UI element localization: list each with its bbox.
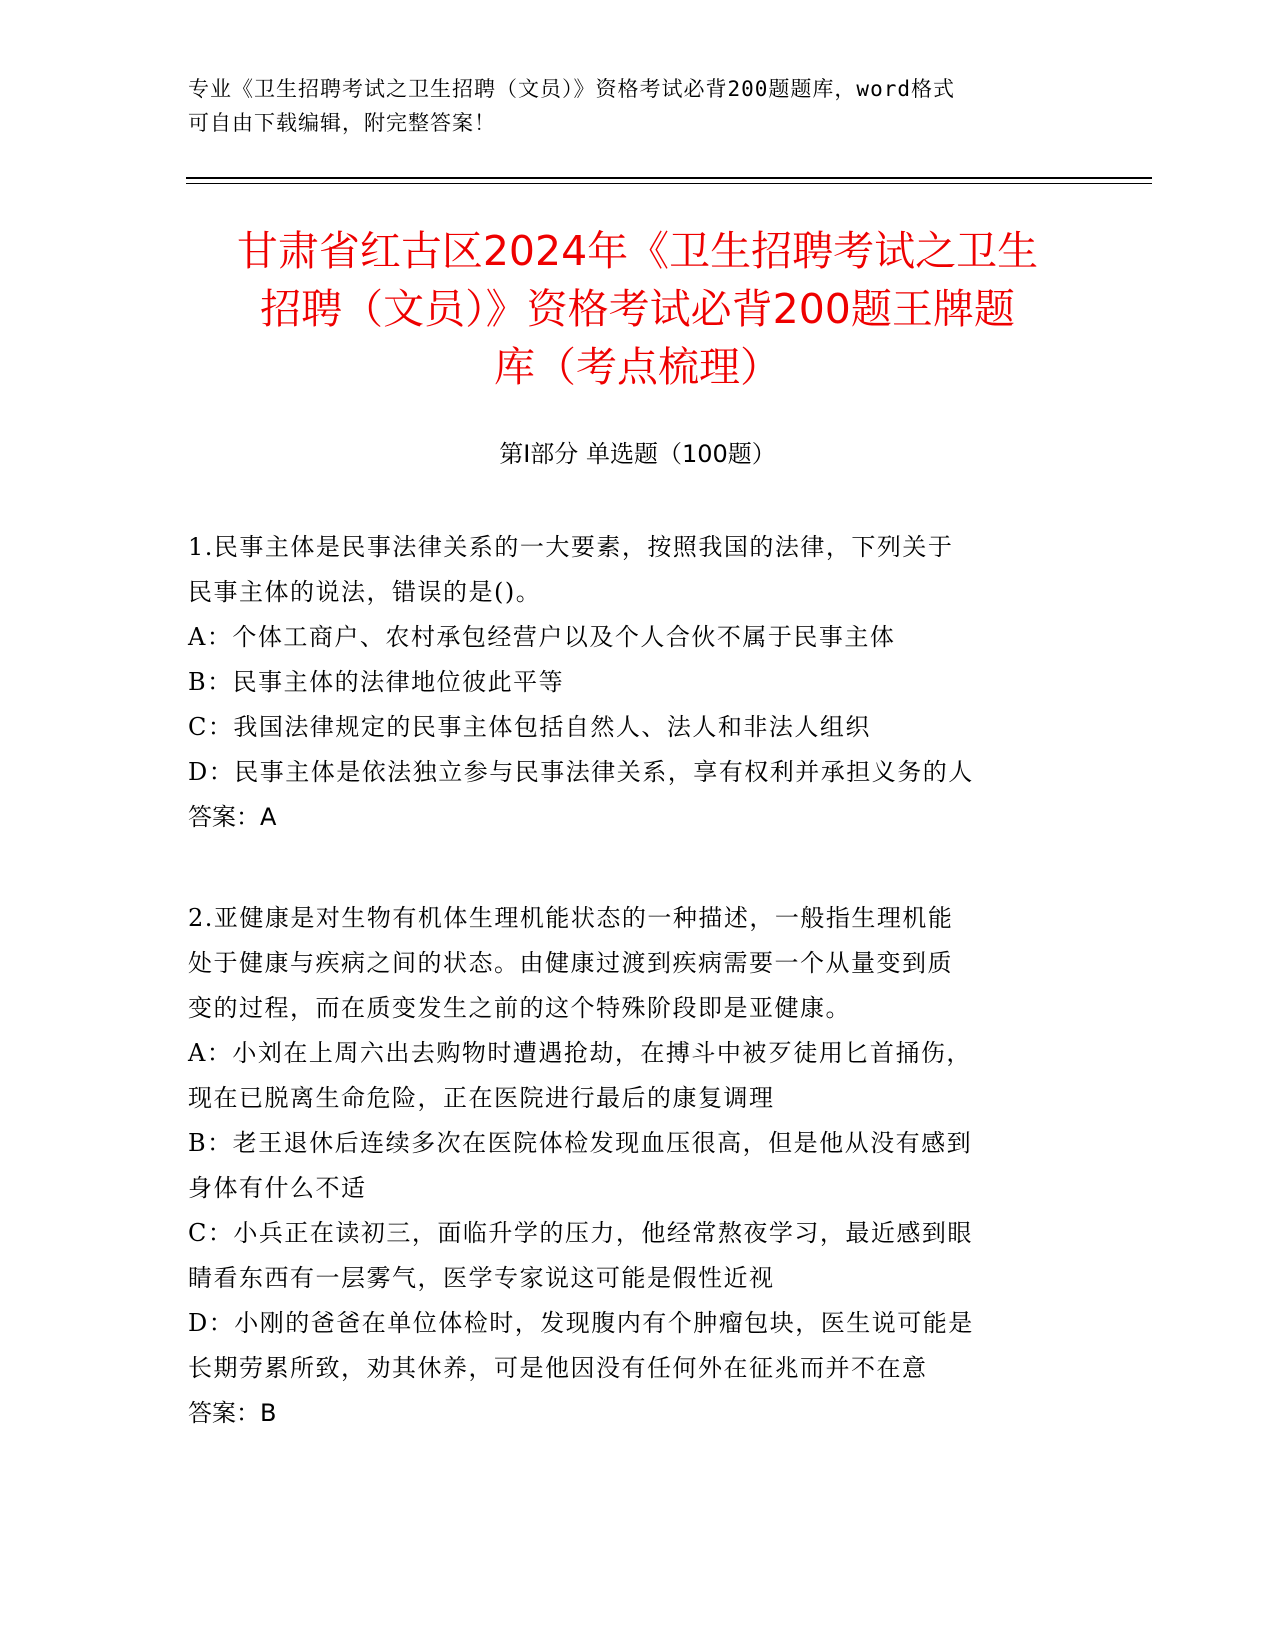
answer-label: 答案：B: [188, 1399, 277, 1427]
option-c-cont: 睛看东西有一层雾气，医学专家说这可能是假性近视: [188, 1264, 775, 1292]
question-list: [188, 525, 1068, 1492]
option-a: A：小刘在上周六出去购物时遭遇抢劫，在搏斗中被歹徒用匕首捅伤，: [188, 1039, 972, 1067]
question-stem-line: 处于健康与疾病之间的状态。由健康过渡到疾病需要一个从量变到质: [188, 949, 953, 977]
header-note-line: 可自由下载编辑，附完整答案！: [188, 111, 496, 135]
option-a: A：个体工商户、农村承包经营户以及个人合伙不属于民事主体: [188, 623, 896, 651]
question-stem-line: 1.民事主体是民事法律关系的一大要素，按照我国的法律，下列关于: [188, 533, 954, 561]
title-line: 甘肃省红古区2024年《卫生招聘考试之卫生: [236, 227, 1039, 275]
answer-label: 答案：A: [188, 803, 277, 831]
title-line: 库（考点梳理）: [494, 343, 781, 391]
header-rule-thick: [186, 177, 1152, 179]
option-b: B：老王退休后连续多次在医院体检发现血压很高，但是他从没有感到: [188, 1129, 973, 1157]
option-d: D：民事主体是依法独立参与民事法律关系，享有权利并承担义务的人: [188, 758, 974, 786]
header-note: [188, 72, 1068, 140]
option-a-cont: 现在已脱离生命危险，正在医院进行最后的康复调理: [188, 1084, 775, 1112]
section-title: 第Ⅰ部分 单选题（100题）: [499, 440, 776, 468]
question-stem-line: 变的过程，而在质变发生之前的这个特殊阶段即是亚健康。: [188, 994, 851, 1022]
question-stem-line: 民事主体的说法，错误的是()。: [188, 578, 542, 606]
option-b: B：民事主体的法律地位彼此平等: [188, 668, 565, 696]
option-d: D：小刚的爸爸在单位体检时，发现腹内有个肿瘤包块，医生说可能是: [188, 1309, 974, 1337]
question-1: [188, 525, 1068, 840]
title-line: 招聘（文员）》资格考试必背200题王牌题: [260, 285, 1015, 333]
option-c: C：小兵正在读初三，面临升学的压力，他经常熬夜学习，最近感到眼: [188, 1219, 973, 1247]
option-b-cont: 身体有什么不适: [188, 1174, 367, 1202]
question-2: [188, 896, 1068, 1436]
question-stem-line: 2.亚健康是对生物有机体生理机能状态的一种描述，一般指生理机能: [188, 904, 954, 932]
option-c: C：我国法律规定的民事主体包括自然人、法人和非法人组织: [188, 713, 871, 741]
header-rule-thin: [186, 183, 1152, 184]
document-title: [170, 222, 1105, 396]
option-d-cont: 长期劳累所致，劝其休养，可是他因没有任何外在征兆而并不在意: [188, 1354, 928, 1382]
header-note-line: 专业《卫生招聘考试之卫生招聘（文员）》资格考试必背200题题库，word格式: [188, 77, 955, 101]
